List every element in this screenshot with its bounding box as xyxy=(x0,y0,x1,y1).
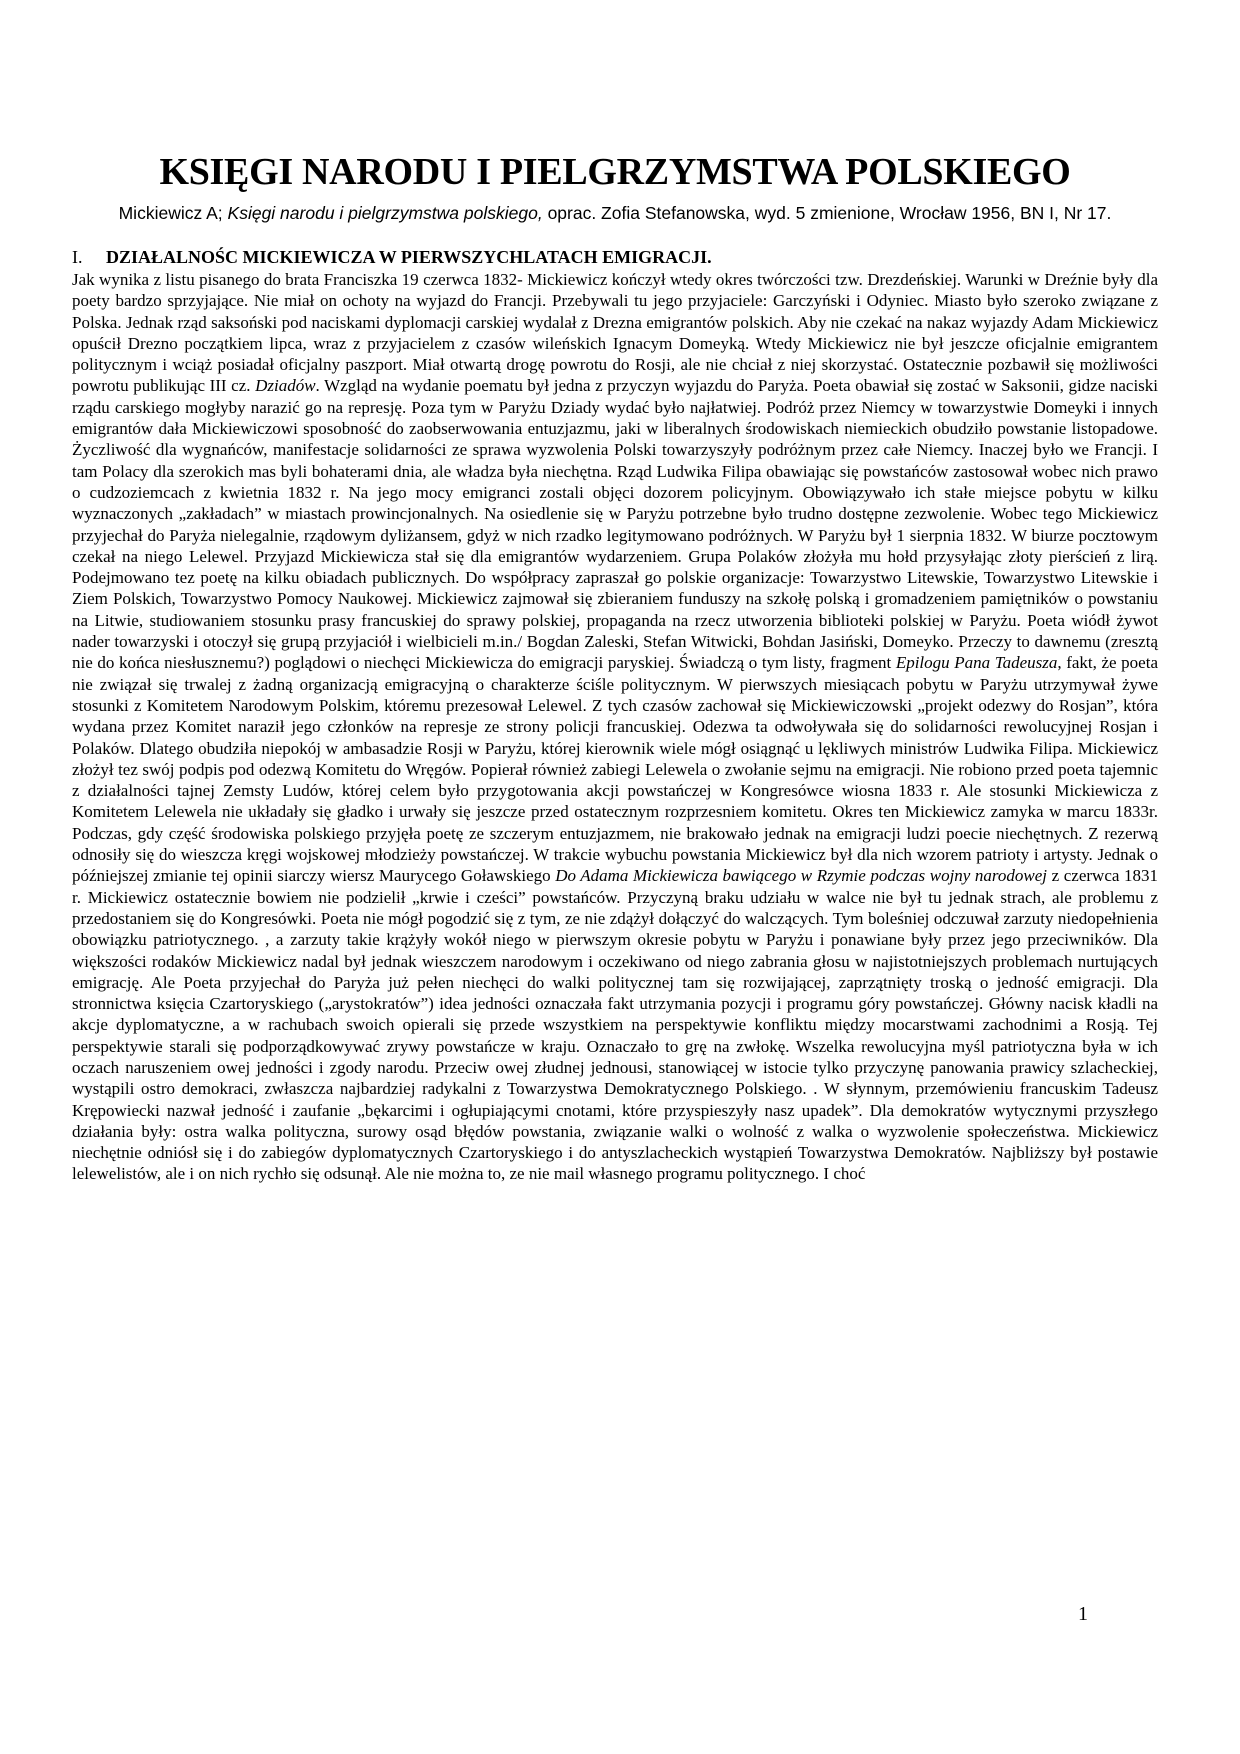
body-text-segment: , fakt, że poeta nie związał się trwalej z żadną organizacją emigracyjną o charakterze ściśle politycznym. W pierwszych miesiącach pobytu w Paryżu utrzymywał żywe stosunki z Komitetem Narodowym Polskim, któremu prezesował Lelewel. Z tych czasów zachował się Mickiewiczowski „projekt odezwy do Rosjan”, która wydana przez Komitet naraził jego członków na represje ze strony policji francuskiej. Odezwa ta odwoływała się do solidarności rewolucyjnej Rosjan i Polaków. Dlatego obudziła niepokój w ambasadzie Rosji w Paryżu, której kierownik wiele mógł osiągnąć u lękliwych ministrów Ludwika Filipa. Mickiewicz złożył tez swój podpis pod odezwą Komitetu do Wręgów. Popierał również zabiegi Lelewela o zwołanie sejmu na emigracji. Nie robiono przed poeta tajemnic z działalności tajnej Zemsty Ludów, której celem było przygotowania akcji powstańczej w Kongresówce wiosna 1833 r. Ale stosunki Mickiewicza z Komitetem Lelewela nie układały się gładko i urwały się jeszcze przed ostatecznym rozprzesniem komitetu. Okres ten Mickiewicz zamyka w marcu 1833r. Podczas, gdy część środowiska polskiego przyjęła poetę ze szczerym entuzjazmem, nie brakowało jednak na emigracji ludzi poecie niechętnych. Z rezerwą odnosiły się do wieszcza kręgi wojskowej młodzieży powstańczej. W trakcie wybuchu powstania Mickiewicz był dla nich wzorem patrioty i artysty. Jednak o późniejszej zmianie tej opinii siarczy wiersz Maurycego Goławskiego xyxy=(72,653,1158,886)
work-title-italic: Dziadów xyxy=(255,376,316,396)
section-title: DZIAŁALNOŚC MICKIEWICZA W PIERWSZYCHLATACH EMIGRACJI. xyxy=(106,247,712,267)
body-text-segment: z czerwca 1831 r. Mickiewicz ostatecznie bowiem nie podzielił „krwie i cześci” powstańców. Przyczyną braku udziału w walce nie był tu jednak strach, ale problemu z przedostaniem się do Kongresówki. Poeta nie mógł pogodzić się z tym, ze nie zdążył dołączyć do walczących. Tym boleśniej odczuwał zarzuty niedopełnienia obowiązku patriotycznego. , a zarzuty takie krążyły wokół niego w pierwszym okresie pobytu w Paryżu i ponawiane były przez jego przeciwników. Dla większości rodaków Mickiewicz nadal był jednak wieszczem narodowym i oczekiwano od niego zabrania głosu w najistotniejszych problemach nurtujących emigrację. Ale Poeta przyjechał do Paryża już pełen niechęci do walki politycznej tam się rozwijającej, zaprzątnięty troską o jedność emigracji. Dla stronnictwa księcia Czartoryskiego („arystokratów”) idea jedności oznaczała fakt utrzymania pozycji i programu góry powstańczej. Główny nacisk kładli na akcje dyplomatyczne, a w rachubach swoich opierali się przede wszystkiem na perspektywie konfliktu między mocarstwami zachodnimi a Rosją. Tej perspektywie starali się podporządkowywać zrywy powstańcze w kraju. Oznaczało to grę na zwłokę. Wszelka rewolucyjna myśl patriotyczna była w ich oczach naruszeniem owej jedności i zgody narodu. Przeciw owej złudnej jednousi, stanowiącej w istocie tylko przyczynę panowania prawicy szlacheckiej, wystąpili ostro demokraci, zwłaszcza najbardziej radykalni z Towarzystwa Demokratycznego Polskiego. . W słynnym, przemówieniu francuskim Tadeusz Krępowiecki nazwał jedność i zaufanie „bękarcimi i ogłupiającymi cnotami, które przyspieszyły nasz upadek”. Dla demokratów wytycznymi przyszłego działania były: ostra walka polityczna, surowy osąd błędów powstania, związanie walki o wolność z walka o wyzwolenie społeczeństwa. Mickiewicz niechętnie odniósł się i do zabiegów dyplomatycznych Czartoryskiego i do antyszlacheckich wystąpień Towarzystwa Demokratów. Najbliższy był postawie lelewelistów, ale i on nich rychło się odsunął. Ale nie można to, ze nie mail własnego programu politycznego. I choć xyxy=(72,866,1158,1184)
citation-author: Mickiewicz A; xyxy=(118,203,223,223)
citation-work-title: Księgi narodu i pielgrzymstwa polskiego, xyxy=(227,203,543,223)
document-title: KSIĘGI NARODU I PIELGRZYMSTWA POLSKIEGO xyxy=(159,151,1071,193)
work-title-italic: Do Adama Mickiewicza bawiącego w Rzymie podczas wojny narodowej xyxy=(555,866,1048,886)
bibliographic-citation xyxy=(72,200,1158,226)
section-heading xyxy=(72,246,1158,268)
body-text-segment: . Wzgląd na wydanie poematu był jedna z przyczyn wyjazdu do Paryża. Poeta obawiał się zostać w Saksonii, gidze naciski rządu carskiego mogłyby narazić go na represję. Poza tym w Paryżu Dziady wydać było najłatwiej. Podróż przez Niemcy w towarzystwie Domeyki i innych emigrantów dała Mickiewiczowi sposobność do zaobserwowania entuzjazmu, jaki w liberalnych środowiskach niemieckich obudziło powstanie listopadowe. Życzliwość dla wygnańców, manifestacje solidarności ze sprawa wyzwolenia Polski towarzyszyły podróżnym przez całe Niemcy. Inaczej było we Francji. I tam Polacy dla szerokich mas byli bohaterami dnia, ale władza była niechętna. Rząd Ludwika Filipa obawiając się powstańców zastosował wobec nich prawo o cudzoziemcach z kwietnia 1832 r. Na jego mocy emigranci zostali objęci dozorem policyjnym. Obowiązywało ich stałe miejsce pobytu w kilku wyznaczonych „zakładach” w miastach prowincjonalnych. Na osiedlenie się w Paryżu potrzebne było trudno dostępne zezwolenie. Wobec tego Mickiewicz przyjechał do Paryża nielegalnie, rządowym dyliżansem, gdyż w nich rzadko legitymowano podróżnych. W Paryżu był 1 sierpnia 1832. W biurze pocztowym czekał na niego Lelewel. Przyjazd Mickiewicza stał się dla emigrantów wydarzeniem. Grupa Polaków złożyła mu hołd przysyłając złoty pierścień z lirą. Podejmowano tez poetę na kilku obiadach publicznych. Do współpracy zapraszał go polskie organizacje: Towarzystwo Litewskie, Towarzystwo Litewskie i Ziem Polskich, Towarzystwo Pomocy Naukowej. Mickiewicz zajmował się zbieraniem funduszy na szkołę polską i gromadzeniem pamiętników o powstaniu na Litwie, studiowaniem stosunku prasy francuskiej do sprawy polskiej, propaganda na rzecz utworzenia biblioteki polskiej w Paryżu. Poeta wiódł żywot nader towarzyski i otoczył się grupą przyjaciół i wielbicieli m.in./ Bogdan Zaleski, Stefan Witwicki, Bohdan Jasiński, Domeyko. Przeczy to dawnemu (zresztą nie do końca niesłusznemu?) poglądowi o niechęci Mickiewicza do emigracji paryskiej. Świadczą o tym listy, fragment xyxy=(72,376,1159,673)
body-text-segment: Jak wynika z listu pisanego do brata Franciszka 19 czerwca 1832- Mickiewicz kończył wtedy okres twórczości tzw. Drezdeńskiej. Warunki w Dreźnie były dla poety bardzo sprzyjające. Nie miał on ochoty na wyjazd do Francji. Przebywali tu jego przyjaciele: Garczyński i Odyniec. Miasto było szeroko związane z Polska. Jednak rząd saksoński pod naciskami dyplomacji carskiej wydalał z Drezna emigrantów polskich. Aby nie czekać na nakaz wyjazdy Adam Mickiewicz opuścił Drezno początkiem lipca, wraz z przyjacielem z czasów wileńskich Ignacym Domeyką. Wtedy Mickiewicz nie był jeszcze oficjalnie emigrantem politycznym i wciąż posiadał oficjalny paszport. Miał otwartą drogę powrotu do Rosji, ale nie chciał z niej skorzystać. Ostatecznie pozbawił się możliwości powrotu publikując III cz. xyxy=(72,270,1158,396)
work-title-italic: Epilogu Pana Tadeusza xyxy=(895,653,1058,673)
section-number: I. xyxy=(72,247,83,267)
page-number: 1 xyxy=(1078,1603,1088,1625)
body-paragraph xyxy=(72,269,1158,1185)
citation-details: oprac. Zofia Stefanowska, wyd. 5 zmienione, Wrocław 1956, BN I, Nr 17. xyxy=(547,203,1112,223)
